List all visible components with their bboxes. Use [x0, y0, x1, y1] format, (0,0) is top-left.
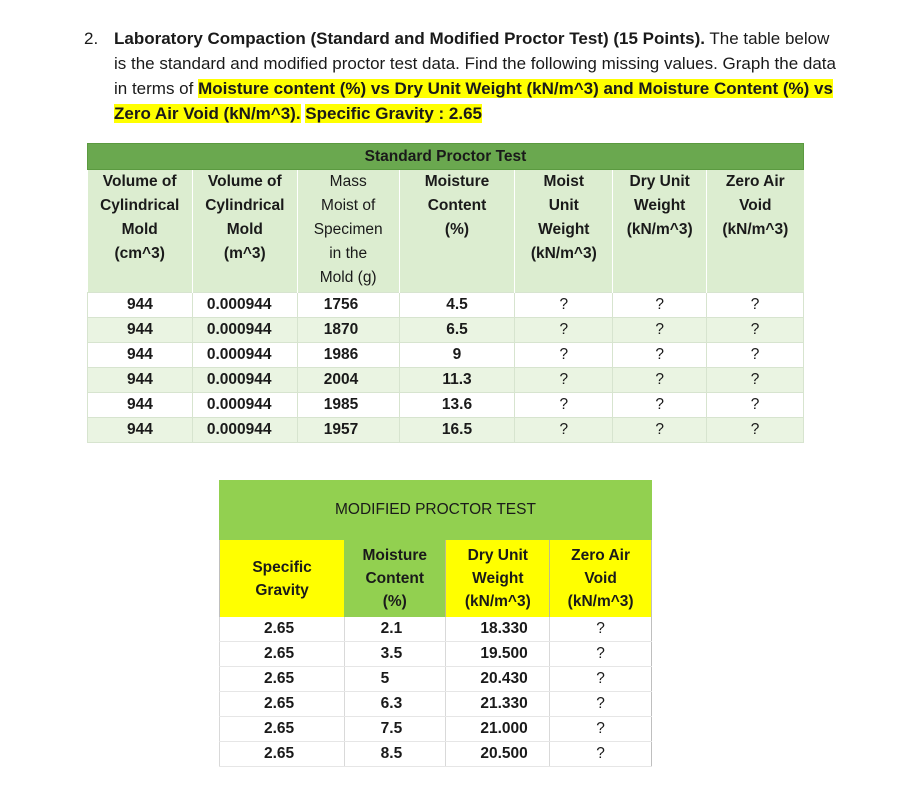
table-cell: 0.000944 [192, 393, 297, 418]
dry-unit-weight-header: Dry Unit Weight (kN/m^3) [446, 540, 550, 618]
table-cell: ? [707, 393, 804, 418]
table-cell: 0.000944 [192, 318, 297, 343]
table-cell: 21.330 [446, 692, 550, 717]
table-cell: ? [515, 343, 613, 368]
table-cell: 1986 [297, 343, 399, 368]
table-cell: 944 [88, 318, 193, 343]
table-cell: 5 [344, 667, 446, 692]
table-cell: 13.6 [399, 393, 515, 418]
table-cell: ? [515, 293, 613, 318]
dry-unit-weight-header: Dry Unit Weight (kN/m^3) [613, 170, 707, 293]
table-cell: ? [707, 293, 804, 318]
table-cell: 2.65 [220, 617, 345, 642]
mass-header: Mass Moist of Specimen in the Mold (g) [297, 170, 399, 293]
standard-table-title: Standard Proctor Test [88, 144, 804, 170]
table-cell: 6.5 [399, 318, 515, 343]
table-cell: 944 [88, 293, 193, 318]
table-cell: ? [515, 393, 613, 418]
table-cell: 11.3 [399, 368, 515, 393]
table-cell: 19.500 [446, 642, 550, 667]
table-cell: 6.3 [344, 692, 446, 717]
table-cell: 2.65 [220, 642, 345, 667]
standard-proctor-table [87, 143, 804, 443]
specific-gravity-highlight: Specific Gravity : 2.65 [305, 104, 482, 123]
volume-m3-header: Volume of Cylindrical Mold (m^3) [192, 170, 297, 293]
table-cell: 2.65 [220, 692, 345, 717]
table-cell: 1985 [297, 393, 399, 418]
table-cell: ? [707, 368, 804, 393]
table-cell: ? [707, 343, 804, 368]
table-cell: 9 [399, 343, 515, 368]
table-row [88, 293, 804, 318]
moist-unit-weight-header: Moist Unit Weight (kN/m^3) [515, 170, 613, 293]
table-cell: 944 [88, 343, 193, 368]
table-cell: 944 [88, 418, 193, 443]
table-cell: ? [550, 717, 652, 742]
table-row [220, 642, 652, 667]
table-cell: ? [707, 318, 804, 343]
table-row [220, 692, 652, 717]
table-row [220, 667, 652, 692]
table-cell: ? [613, 318, 707, 343]
table-cell: ? [515, 318, 613, 343]
table-cell: ? [550, 642, 652, 667]
table-cell: ? [707, 418, 804, 443]
table-row [220, 617, 652, 642]
table-cell: ? [515, 418, 613, 443]
table-row [88, 343, 804, 368]
table-cell: 16.5 [399, 418, 515, 443]
table-cell: 0.000944 [192, 293, 297, 318]
table-cell: 0.000944 [192, 368, 297, 393]
table-cell: 20.500 [446, 742, 550, 767]
table-cell: ? [613, 368, 707, 393]
table-cell: ? [550, 667, 652, 692]
moisture-header: Moisture Content (%) [399, 170, 515, 293]
table-cell: 1756 [297, 293, 399, 318]
question-number: 2. [84, 29, 99, 48]
table-row [88, 393, 804, 418]
table-cell: ? [613, 293, 707, 318]
table-cell: 2.65 [220, 717, 345, 742]
table-cell: ? [515, 368, 613, 393]
table-cell: 944 [88, 393, 193, 418]
table-cell: ? [550, 617, 652, 642]
table-row [88, 418, 804, 443]
table-row [220, 742, 652, 767]
question-instructions: The table below is the standard and modified proctor test data. Find the following missing values. Graph the data in terms of [114, 29, 836, 98]
volume-cm3-header: Volume of Cylindrical Mold (cm^3) [88, 170, 193, 293]
table-cell: ? [613, 393, 707, 418]
table-cell: 0.000944 [192, 418, 297, 443]
table-cell: 8.5 [344, 742, 446, 767]
table-cell: 0.000944 [192, 343, 297, 368]
table-cell: 1870 [297, 318, 399, 343]
specific-gravity-header: Specific Gravity [220, 540, 345, 618]
table-cell: 2.65 [220, 667, 345, 692]
moisture-content-header: Moisture Content (%) [344, 540, 446, 618]
table-cell: ? [550, 742, 652, 767]
zero-air-void-header: Zero Air Void (kN/m^3) [707, 170, 804, 293]
table-cell: 1957 [297, 418, 399, 443]
table-cell: 944 [88, 368, 193, 393]
table-cell: ? [613, 418, 707, 443]
graph-instruction-highlight: Moisture content (%) vs Dry Unit Weight (kN/m^3) and Moisture Content (%) vs Zero Air Void (kN/m^3). [114, 79, 833, 123]
modified-proctor-table [219, 480, 652, 767]
table-cell: 2004 [297, 368, 399, 393]
table-cell: 2.65 [220, 742, 345, 767]
table-cell: 4.5 [399, 293, 515, 318]
table-row [88, 318, 804, 343]
table-cell: ? [613, 343, 707, 368]
table-cell: ? [550, 692, 652, 717]
table-cell: 20.430 [446, 667, 550, 692]
table-cell: 7.5 [344, 717, 446, 742]
table-cell: 18.330 [446, 617, 550, 642]
zero-air-void-header: Zero Air Void (kN/m^3) [550, 540, 652, 618]
table-cell: 21.000 [446, 717, 550, 742]
modified-table-title: MODIFIED PROCTOR TEST [220, 481, 652, 540]
question-title: Laboratory Compaction (Standard and Modified Proctor Test) (15 Points). [114, 29, 705, 48]
question-block [84, 26, 844, 126]
table-cell: 3.5 [344, 642, 446, 667]
table-cell: 2.1 [344, 617, 446, 642]
table-row [220, 717, 652, 742]
question-text [114, 26, 844, 126]
table-row [88, 368, 804, 393]
